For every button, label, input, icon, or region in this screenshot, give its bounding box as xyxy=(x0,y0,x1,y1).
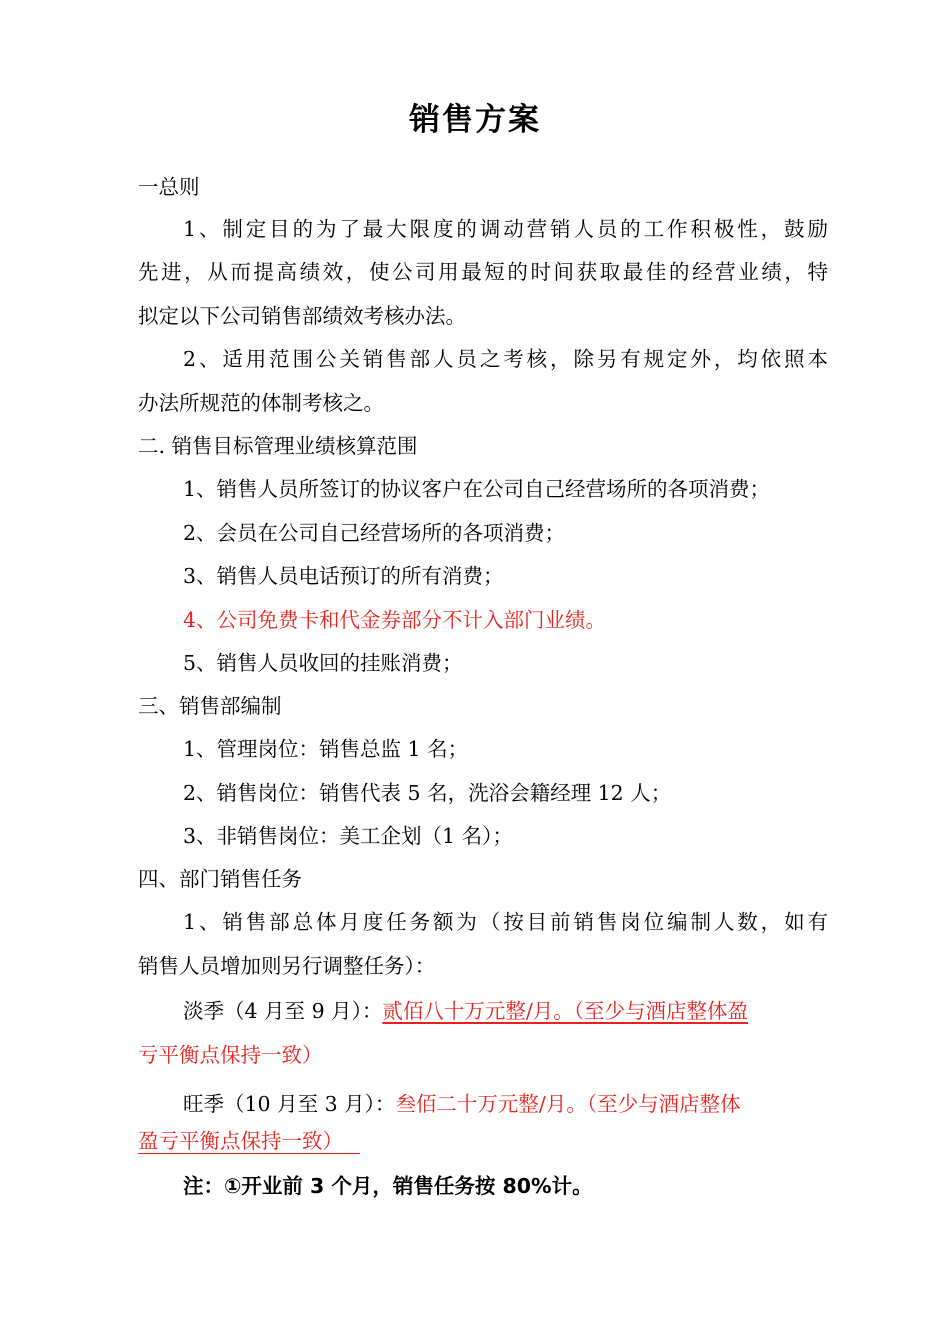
list-item-highlighted: 4、公司免费卡和代金券部分不计入部门业绩。 xyxy=(183,608,607,632)
paragraph-line: 先进，从而提高绩效，使公司用最短的时间获取最佳的经营业绩，特 xyxy=(138,260,828,284)
peak-season-note: （至少与酒店整体 xyxy=(586,1092,741,1116)
section-heading-scope: 二. 销售目标管理业绩核算范围 xyxy=(138,434,418,458)
list-item: 3、非销售岗位：美工企划（1 名）； xyxy=(183,824,513,848)
document-title: 销售方案 xyxy=(409,102,541,138)
peak-season-line xyxy=(183,1089,828,1119)
list-item: 2、会员在公司自己经营场所的各项消费； xyxy=(183,521,566,545)
peak-season-amount: 叁佰二十万元整/月。 xyxy=(395,1092,587,1116)
paragraph-line: 拟定以下公司销售部绩效考核办法。 xyxy=(138,304,466,328)
note-line: 注：①开业前 3 个月，销售任务按 80%计。 xyxy=(183,1174,593,1198)
list-item: 1、销售人员所签订的协议客户在公司自己经营场所的各项消费； xyxy=(183,477,771,501)
list-item: 2、销售岗位：销售代表 5 名，洗浴会籍经理 12 人； xyxy=(183,781,672,805)
low-season-note: （至少与酒店整体盈 xyxy=(573,999,749,1023)
list-item: 5、销售人员收回的挂账消费； xyxy=(183,651,463,675)
list-item: 3、销售人员电话预订的所有消费； xyxy=(183,564,504,588)
section-heading-general: 一总则 xyxy=(138,175,200,199)
section-heading-sales-task: 四、部门销售任务 xyxy=(138,867,302,891)
peak-season-note-continued: 盈亏平衡点保持一致） xyxy=(138,1129,343,1153)
paragraph-line: 销售人员增加则另行调整任务）： xyxy=(138,954,436,978)
paragraph-line: 办法所规范的体制考核之。 xyxy=(138,391,384,415)
peak-season-label: 旺季（10 月至 3 月）： xyxy=(183,1092,396,1116)
low-season-line xyxy=(183,996,828,1026)
paragraph-line: 1、销售部总体月度任务额为（按目前销售岗位编制人数，如有 xyxy=(183,910,828,934)
low-season-note-continued: 亏平衡点保持一致） xyxy=(138,1043,323,1067)
paragraph-line: 1、制定目的为了最大限度的调动营销人员的工作积极性，鼓励 xyxy=(183,217,828,241)
paragraph-line: 2、适用范围公关销售部人员之考核，除另有规定外，均依照本 xyxy=(183,347,828,371)
list-item: 1、管理岗位：销售总监 1 名； xyxy=(183,737,469,761)
section-heading-staffing: 三、销售部编制 xyxy=(138,694,282,718)
low-season-label: 淡季（4 月至 9 月）： xyxy=(183,999,383,1023)
low-season-amount: 贰佰八十万元整/月。 xyxy=(382,999,574,1023)
underline-decoration xyxy=(138,1153,360,1154)
